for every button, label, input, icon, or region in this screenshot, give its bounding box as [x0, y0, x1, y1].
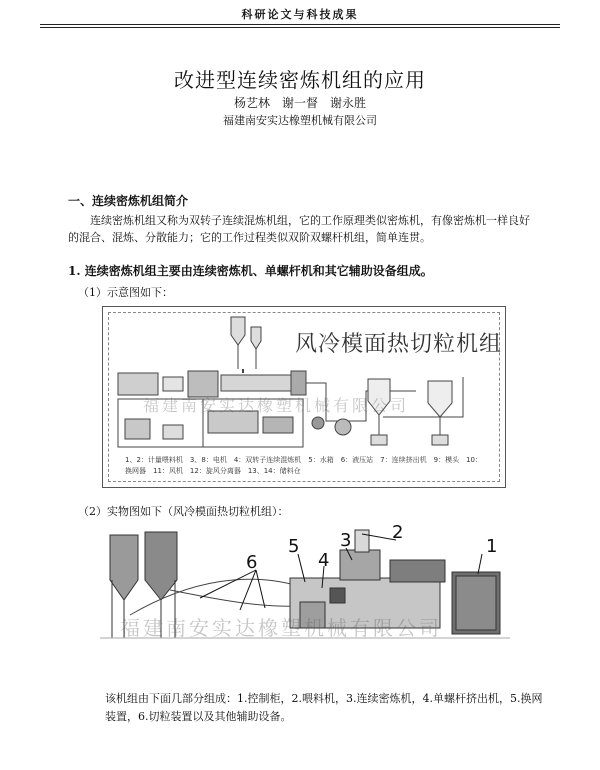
header-rule-2 — [40, 27, 560, 28]
figure1-label: （1）示意图如下： — [78, 286, 173, 299]
figure2-label: （2）实物图如下（风冷模面热切粒机组）： — [78, 505, 289, 518]
header-rule — [40, 24, 560, 25]
label-2: 2 — [392, 522, 404, 543]
schematic-figure — [102, 306, 506, 488]
article-title: 改进型连续密炼机组的应用 — [174, 68, 426, 92]
journal-header: 科研论文与科技成果 — [241, 8, 359, 21]
label-4: 4 — [318, 550, 330, 571]
label-5: 5 — [288, 536, 300, 557]
label-1: 1 — [486, 536, 498, 557]
figure1-title: 风冷模面热切粒机组 — [295, 332, 503, 357]
figure1-caption: 1、2：计量喂料机 3、8：电机 4：双转子连续混炼机 5：水箱 6：液压站 7：连续挤出机 9：模头 10：换网器 11：风机 12：旋风分离器 13、14：储料仓 — [125, 456, 482, 475]
article-affiliation: 福建南安实达橡塑机械有限公司 — [223, 114, 377, 127]
subsection-heading: 1. 连续密炼机组主要由连续密炼机、单螺杆机和其它辅助设备组成。 — [68, 264, 433, 278]
figure2-watermark: 福建南安实达橡塑机械有限公司 — [120, 616, 442, 640]
label-6: 6 — [246, 552, 258, 573]
equipment-photo — [100, 520, 510, 645]
label-3: 3 — [340, 530, 352, 551]
intro-paragraph: 连续密炼机组又称为双转子连续混炼机组，它的工作原理类似密炼机，有像密炼机一样良好的混合、混炼、分散能力；它的工作过程类似双阶双螺杆机组，简单连贯。 — [68, 214, 530, 244]
article-authors: 杨艺林 谢一督 谢永胜 — [233, 96, 366, 110]
figure1-watermark: 福建南安实达橡塑机械有限公司 — [143, 396, 410, 415]
section-heading: 一、连续密炼机组简介 — [68, 194, 189, 208]
closing-paragraph: 该机组由下面几部分组成：1.控制柜，2.喂料机，3.连续密炼机，4.单螺杆挤出机，5.换网装置，6.切粒装置以及其他辅助设备。 — [105, 692, 543, 723]
